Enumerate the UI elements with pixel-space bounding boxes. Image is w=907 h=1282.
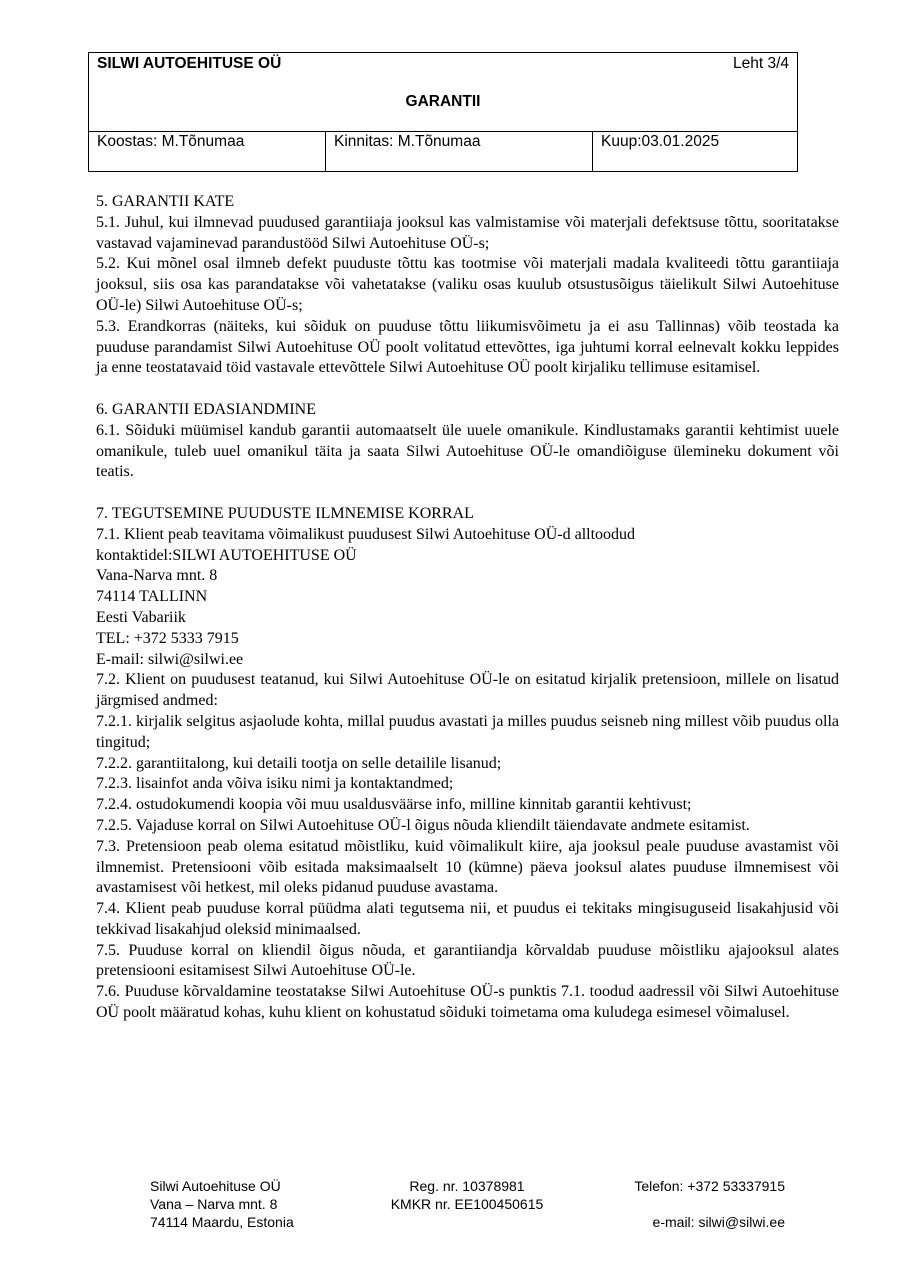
paragraph-7-2-3: 7.2.3. lisainfot anda võiva isiku nimi ja kontaktandmed; [96, 775, 454, 793]
contact-phone: TEL: +372 5333 7915 [96, 629, 239, 647]
paragraph-7-2-4: 7.2.4. ostudokumendi koopia või muu usaldusväärse info, milline kinnitab garantii kehtivust; [96, 796, 692, 814]
header-top-cell [89, 53, 798, 132]
document-body [96, 192, 839, 1024]
section-5-title: 5. GARANTII KATE [96, 193, 235, 210]
paragraph-7-2-5: 7.2.5. Vajaduse korral on Silwi Autoehituse OÜ-l õigus nõuda kliendilt täiendavate andmete esitamist. [96, 816, 750, 834]
paragraph-7-5: 7.5. Puuduse korral on kliendil õigus nõuda, et garantiiandja kõrvaldab puuduse mõistliku ajajooksul alates pretensiooni esitamisest Silwi Autoehituse OÜ-le. [96, 941, 839, 980]
contact-country: Eesti Vabariik [96, 608, 186, 626]
paragraph-7-2-2: 7.2.2. garantiitalong, kui detaili tootja on selle detailile lisanud; [96, 754, 502, 772]
contact-city: 74114 TALLINN [96, 588, 208, 606]
footer-spacer [634, 1195, 785, 1213]
paragraph-6-1: 6.1. Sõiduki müümisel kandub garantii automaatselt üle uuele omanikule. Kindlustamaks garantii kehtimist uuele omanikule, tuleb uuel omanikul täita ja saata Silwi Autoehituse OÜ-le omandiõiguse ülemineku dokument või teatis. [96, 421, 839, 481]
header-author: Koostas: M.Tõnumaa [89, 132, 326, 172]
section-7-title: 7. TEGUTSEMINE PUUDUSTE ILMNEMISE KORRAL [96, 504, 474, 522]
section-gap [96, 379, 839, 400]
document-title: GARANTII [405, 93, 481, 110]
paragraph-7-2: 7.2. Klient on puudusest teatanud, kui Silwi Autoehituse OÜ-le on esitatud kirjalik pretensioon, millele on lisatud järgmised andmed: [96, 671, 839, 710]
paragraph-7-4: 7.4. Klient peab puuduse korral püüdma alati tegutsema nii, et puudus ei tekitaks mingisuguseid lisakahjusid või tekkivad lisakahjud oleksid minimaalsed. [96, 900, 839, 938]
header-page-number: Leht 3/4 [732, 55, 789, 72]
document-header [88, 52, 798, 172]
footer-city: 74114 Maardu, Estonia [150, 1214, 294, 1230]
footer-address-block [150, 1177, 294, 1231]
footer-reg-number: Reg. nr. 10378981 [409, 1178, 525, 1194]
footer-street: Vana – Narva mnt. 8 [150, 1196, 278, 1212]
paragraph-7-2-1: 7.2.1. kirjalik selgitus asjaolude kohta, millal puudus avastati ja milles puudus seisneb ning millest võib puudus olla tingitud; [96, 712, 839, 751]
footer-phone: Telefon: +372 53337915 [634, 1178, 785, 1194]
paragraph-5-1: 5.1. Juhul, kui ilmnevad puudused garantiiaja jooksul kas valmistamise või materjali defektsuse tõttu, sooritatakse vastavad vajaminevad parandustööd Silwi Autoehituse OÜ-s; [96, 213, 839, 252]
contact-company: kontaktidel:SILWI AUTOEHITUSE OÜ [96, 546, 357, 564]
paragraph-5-3: 5.3. Erandkorras (näiteks, kui sõiduk on puuduse tõttu liikumisvõimetu ja ei asu Tallinnas) võib teostada ka puuduse parandamist Silwi Autoehituse OÜ poolt volitatud ettevõttes, iga juhtumi korral eelnevalt kokku leppides ja enne teostatavaid töid vastavale ettevõttele Silwi Autoehituse OÜ poolt kirjaliku tellimuse esitamisel. [96, 317, 839, 377]
footer-company: Silwi Autoehituse OÜ [150, 1178, 281, 1194]
footer-contact-block [634, 1177, 785, 1231]
paragraph-7-6: 7.6. Puuduse kõrvaldamine teostatakse Silwi Autoehituse OÜ-s punktis 7.1. toodud aadressil või Silwi Autoehituse OÜ poolt määratud kohas, kuhu klient on kohustatud sõiduki toimetama oma kuludega esimesel võimalusel. [96, 983, 839, 1022]
paragraph-7-3: 7.3. Pretensioon peab olema esitatud mõistliku, kuid võimalikult kiire, aja jooksul peale puuduse avastamist või ilmnemist. Pretensiooni võib esitada maksimaalselt 10 (kümne) päeva jooksul alates puuduse ilmnemisest või avastamisest või hetkest, mil oleks pidanud puuduse avastama. [96, 837, 839, 897]
footer-registration-block [383, 1177, 551, 1213]
header-date: Kuup:03.01.2025 [593, 132, 798, 172]
contact-street: Vana-Narva mnt. 8 [96, 567, 218, 585]
section-6-title: 6. GARANTII EDASIANDMINE [96, 400, 316, 418]
header-company: SILWI AUTOEHITUSE OÜ [97, 55, 282, 72]
paragraph-5-2: 5.2. Kui mõnel osal ilmneb defekt puuduste tõttu kas tootmise või materjali madala kvaliteedi tõttu garantiiaja jooksul, siis osa kas parandatakse või vahetatakse (valiku osas kuulub otsustusõigus täielikult Silwi Autoehituse OÜ-le) Silwi Autoehituse OÜ-s; [96, 255, 839, 314]
header-approver: Kinnitas: M.Tõnumaa [326, 132, 593, 172]
footer-vat-number: KMKR nr. EE100450615 [390, 1196, 544, 1212]
footer-email: e-mail: silwi@silwi.ee [652, 1214, 785, 1230]
paragraph-7-1: 7.1. Klient peab teavitama võimalikust puudusest Silwi Autoehituse OÜ-d alltoodud [96, 525, 636, 543]
section-gap [96, 483, 839, 504]
contact-email: E-mail: silwi@silwi.ee [96, 650, 244, 668]
